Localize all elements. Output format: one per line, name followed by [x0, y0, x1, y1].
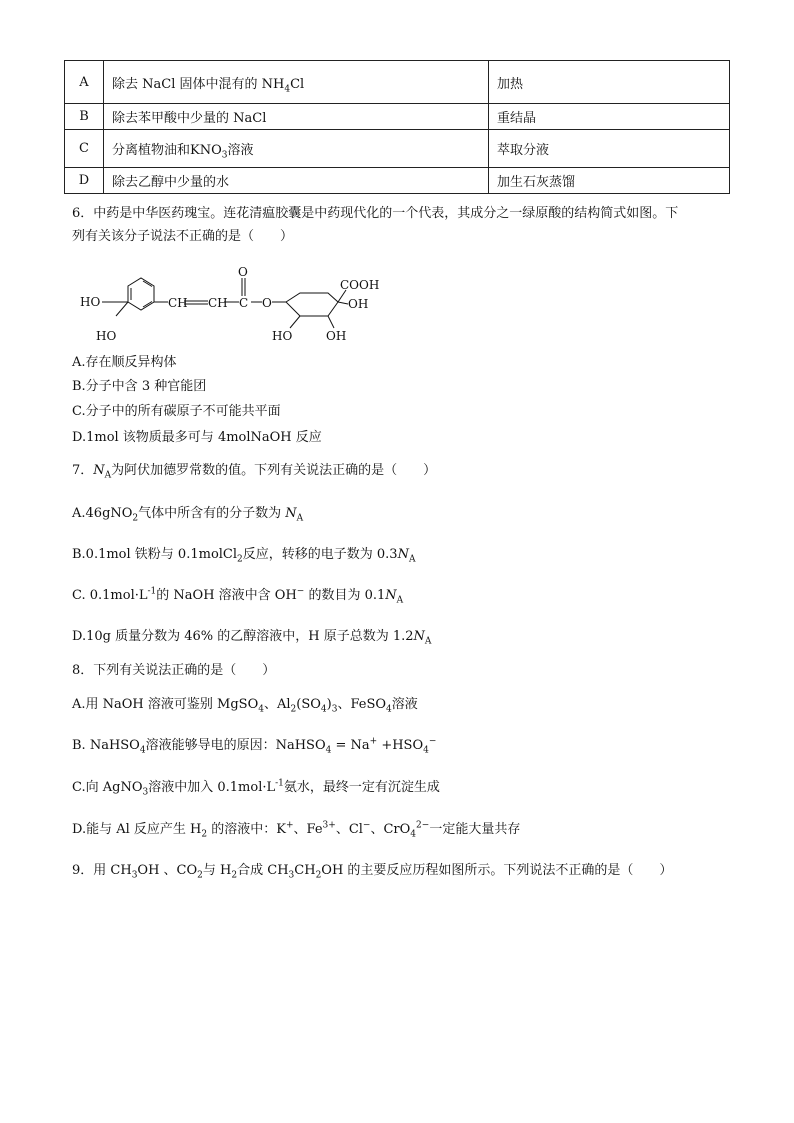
row-operation: 除去乙醇中少量的水: [104, 168, 489, 194]
row-label: D: [65, 168, 104, 194]
struct-label: OH: [326, 329, 347, 343]
table-row: [65, 61, 730, 104]
struct-label: OH: [348, 297, 369, 311]
row-method: 加生石灰蒸馏: [489, 168, 730, 194]
q6-option-c: C.分子中的所有碳原子不可能共平面: [72, 404, 281, 419]
struct-label: HO: [272, 329, 293, 343]
row-operation: 分离植物油和$KNO_3$溶液: [104, 130, 489, 168]
experiment-table: [64, 60, 730, 194]
row-method: 重结晶: [489, 104, 730, 130]
q7-option-c: C. $0.1mol\cdot L^{-1}$的 NaOH 溶液中含 OH− 的数目为 $0.1N_A$: [72, 586, 404, 606]
row-label: C: [65, 130, 104, 168]
table-row: [65, 104, 730, 130]
struct-label: CH: [168, 296, 188, 310]
row-method: 加热: [489, 61, 730, 104]
struct-label: COOH: [340, 278, 380, 292]
q8-option-d: D.能与 Al 反应产生 $H_2$ 的溶液中：K+、$Fe^{3+}$、Cl−、CrO$_4^{2-}$一定能大量共存: [72, 820, 521, 840]
q8-option-c: C.向 AgNO$_3$溶液中加入 $0.1mol\cdot L^{-1}$氨水，最终一定有沉淀生成: [72, 778, 440, 798]
q7-option-a: A.46gNO$_2$气体中所含有的分子数为 $N_A$: [72, 506, 304, 524]
q6-stem-line2: 列有关该分子说法不正确的是（ ）: [72, 229, 294, 244]
row-operation: 除去 NaCl 固体中混有的 $NH_4Cl$: [104, 61, 489, 104]
struct-label: O: [238, 265, 248, 279]
q8-stem: 8．下列有关说法正确的是（ ）: [72, 663, 276, 678]
q8-option-b: B. NaHSO$_4$溶液能够导电的原因：NaHSO$_4$ = $Na^+ +HSO_4^-$: [72, 736, 437, 756]
table-row: [65, 130, 730, 168]
table-row: [65, 168, 730, 194]
struct-label: CH: [208, 296, 228, 310]
q6-option-d: D.1mol 该物质最多可与 4molNaOH 反应: [72, 430, 322, 445]
row-operation: 除去苯甲酸中少量的 NaCl: [104, 104, 489, 130]
q6-option-a: A.存在顺反异构体: [72, 355, 177, 370]
struct-label: HO: [80, 295, 101, 309]
q7-option-d: D.10g 质量分数为 46% 的乙醇溶液中，H 原子总数为 $1.2N_A$: [72, 629, 432, 647]
q6-option-b: B.分子中含 3 种官能团: [72, 379, 207, 394]
chlorogenic-acid-structure: [72, 262, 392, 347]
row-label: B: [65, 104, 104, 130]
q6-stem-line1: 6．中药是中华医药瑰宝。连花清瘟胶囊是中药现代化的一个代表，其成分之一绿原酸的结构简式如图。下: [72, 206, 679, 221]
q9-stem: 9．用 $CH_3OH$ 、$CO_2$与 $H_2$合成 $CH_3CH_2OH$ 的主要反应历程如图所示。下列说法不正确的是（ ）: [72, 863, 673, 881]
struct-label: HO: [96, 329, 117, 343]
row-method: 萃取分液: [489, 130, 730, 168]
q7-option-b: B.0.1mol 铁粉与 0.1molCl$_2$反应，转移的电子数为 $0.3N_A$: [72, 547, 416, 565]
q8-option-a: A.用 NaOH 溶液可鉴别 MgSO$_4$、$Al_2(SO_4)_3$、FeSO$_4$溶液: [72, 697, 418, 715]
row-label: A: [65, 61, 104, 104]
q7-stem: 7．$N_A$为阿伏加德罗常数的值。下列有关说法正确的是（ ）: [72, 463, 437, 481]
struct-label: O: [262, 296, 272, 310]
struct-label: C: [239, 296, 249, 310]
